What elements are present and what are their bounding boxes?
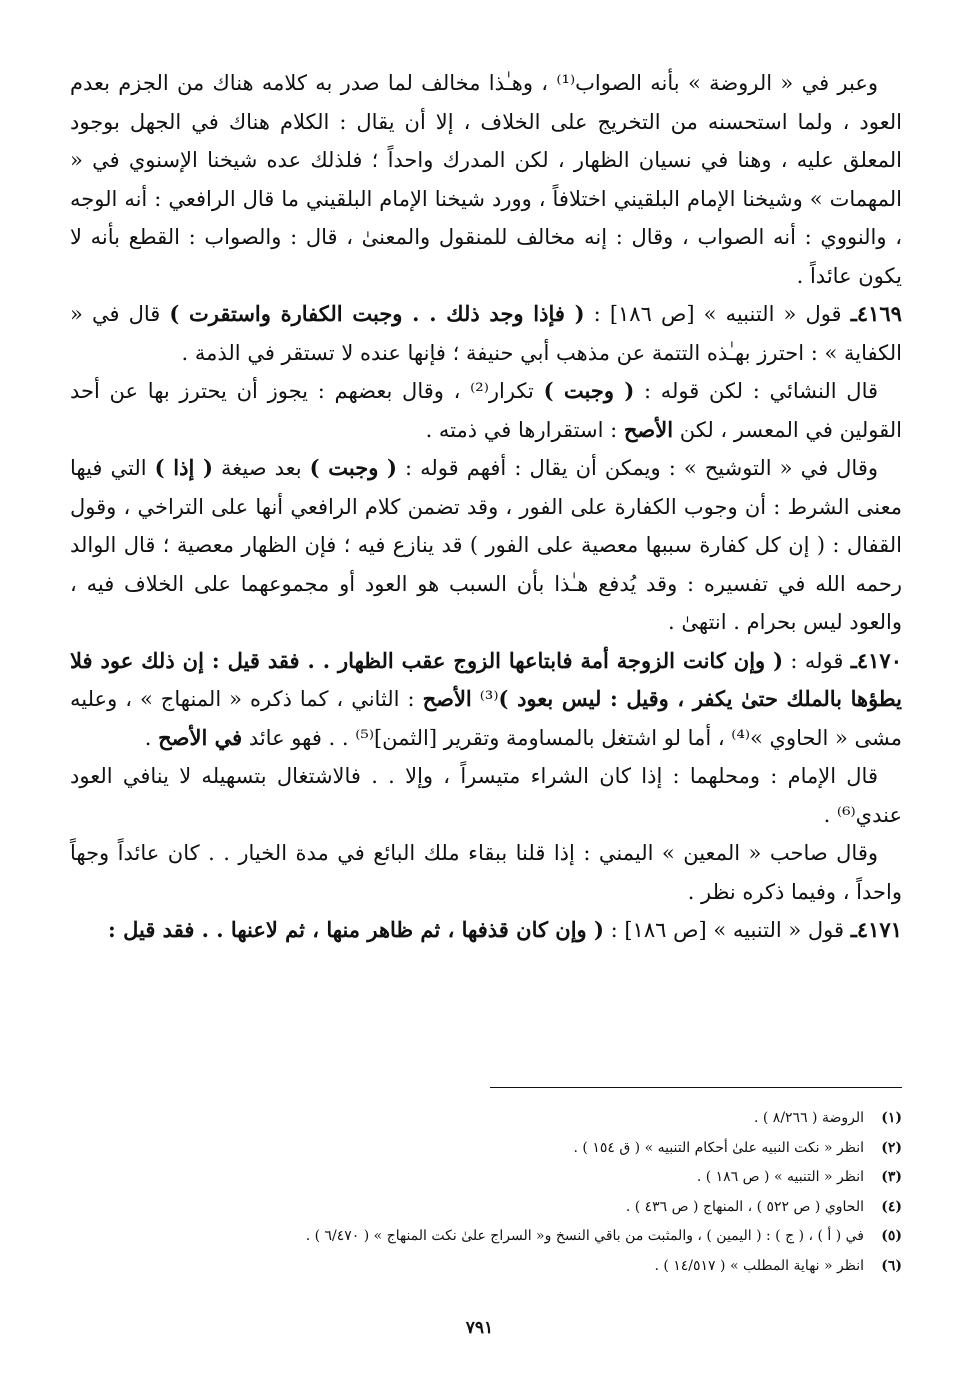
page-number: ٧٩١ [465,1318,494,1338]
page-body [70,64,902,950]
paragraph-4169: ٤١٦٩ـ قول « التنبيه » [ص ١٨٦] : ( فإذا وجد ذلك . . وجبت الكفارة واستقرت ) قال في « الكفاية » : احترز بهـٰذه التتمة عن مذهب أبي حنيفة ؛ فإنها عنده لا تستقر في الذمة . [70,301,902,365]
footnote-2: (٢)انظر « نكت النبيه علىٰ أحكام التنبيه » ( ق ١٥٤ ) . [573,1139,902,1156]
paragraph-4171: ٤١٧١ـ قول « التنبيه » [ص ١٨٦] : ( وإن كان قذفها ، ثم ظاهر منها ، ثم لاعنها . . فقد قيل : [108,917,902,942]
footnote-5: (٥)في ( أ ) ، ( ج ) : ( اليمين ) ، والمثبت من باقي النسخ و« السراج علىٰ نكت المنهاج » ( ٦/٤٧٠ ) . [305,1228,902,1244]
footnote-divider [490,1087,902,1088]
paragraph-muin: وقال صاحب « المعين » اليمني : إذا قلنا ببقاء ملك البائع في مدة الخيار . . كان عائداً وجهاً واحداً ، وفيما ذكره نظر . [70,841,902,904]
footnotes [70,1104,902,1281]
entry-number: ٤١٧٠ـ [850,647,902,673]
quoted-text: ( فإذا وجد ذلك . . وجبت الكفارة واستقرت ) [169,301,585,326]
quoted-text: ( وإن كان قذفها ، ثم ظاهر منها ، ثم لاعنها . . فقد قيل : [108,917,604,942]
entry-number: ٤١٧١ـ [850,917,902,942]
paragraph-imam: قال الإمام : ومحلهما : إذا كان الشراء متيسراً ، وإلا . . فالاشتغال بتسهيله لا ينافي العود عندي⁽⁶⁾ . [70,764,902,827]
footnote-6: (٦)انظر « نهاية المطلب » ( ١٤/٥١٧ ) . [654,1257,902,1274]
paragraph-4170: ٤١٧٠ـ قوله : ( وإن كانت الزوجة أمة فابتاعها الزوج عقب الظهار . . فقد قيل : إن ذلك عود فلا يطؤها بالملك حتىٰ يكفر ، وقيل : ليس بعود )⁽³⁾ الأصح : الثاني ، كما ذكره « المنهاج » ، وعليه مشى « الحاوي »⁽⁴⁾ ، أما لو اشتغل بالمساومة وتقرير [الثمن]⁽⁵⁾ . . فهو عائد في الأصح . [70,647,902,750]
paragraph-nashai: قال النشائي : لكن قوله : ( وجبت ) تكرار⁽²⁾ ، وقال بعضهم : يجوز أن يحترز بها عن أحد القولين في المعسر ، لكن الأصح : استقرارها في ذمته . [70,378,902,442]
entry-number: ٤١٦٩ـ [850,301,902,326]
footnote-1: (١)الروضة ( ٨/٢٦٦ ) . [753,1110,902,1126]
footnote-3: (٣)انظر « التنبيه » ( ص ١٨٦ ) . [696,1169,902,1185]
footnote-4: (٤)الحاوي ( ص ٥٢٢ ) ، المنهاج ( ص ٤٣٦ ) . [625,1198,902,1215]
paragraph-1: وعبر في « الروضة » بأنه الصواب⁽¹⁾ ، وهـٰذا مخالف لما صدر به كلامه هناك من الجزم بعدم العود ، ولما استحسنه من التخريج على الخلاف ، إلا أن يقال : الكلام هناك في الجهل بوجود المعلق عليه ، وهنا في نسيان الظهار ، لكن المدرك واحداً ؛ فلذلك عده شيخنا الإسنوي في « المهمات » وشيخنا الإمام البلقيني اختلافاً ، وورد شيخنا الإمام البلقيني ما قال الرافعي : أنه الوجه ، والنووي : أنه الصواب ، وقال : إنه مخالف للمنقول والمعنىٰ ، قال : والصواب : القطع بأنه لا يكون عائداً . [70,71,902,288]
quoted-text: ( وإن كانت الزوجة أمة فابتاعها الزوج عقب الظهار . . فقد قيل : إن ذلك عود فلا يطؤها بالملك حتىٰ يكفر ، وقيل : ليس بعود ) [70,647,902,711]
paragraph-tawshih: وقال في « التوشيح » : ويمكن أن يقال : أفهم قوله : ( وجبت ) بعد صيغة ( إذا ) التي فيها معنى الشرط : أن وجوب الكفارة على الفور ، وقد تضمن كلام الرافعي أنها على التراخي ، وقول القفال : ( إن كل كفارة سببها معصية على الفور ) قد ينازع فيه ؛ فإن الظهار معصية ؛ قال الوالد رحمه الله في تفسيره : وقد يُدفع هـٰذا بأن السبب هو العود أو مجموعهما على الخلاف فيه ، والعود ليس بحرام . انتهىٰ . [70,455,903,634]
